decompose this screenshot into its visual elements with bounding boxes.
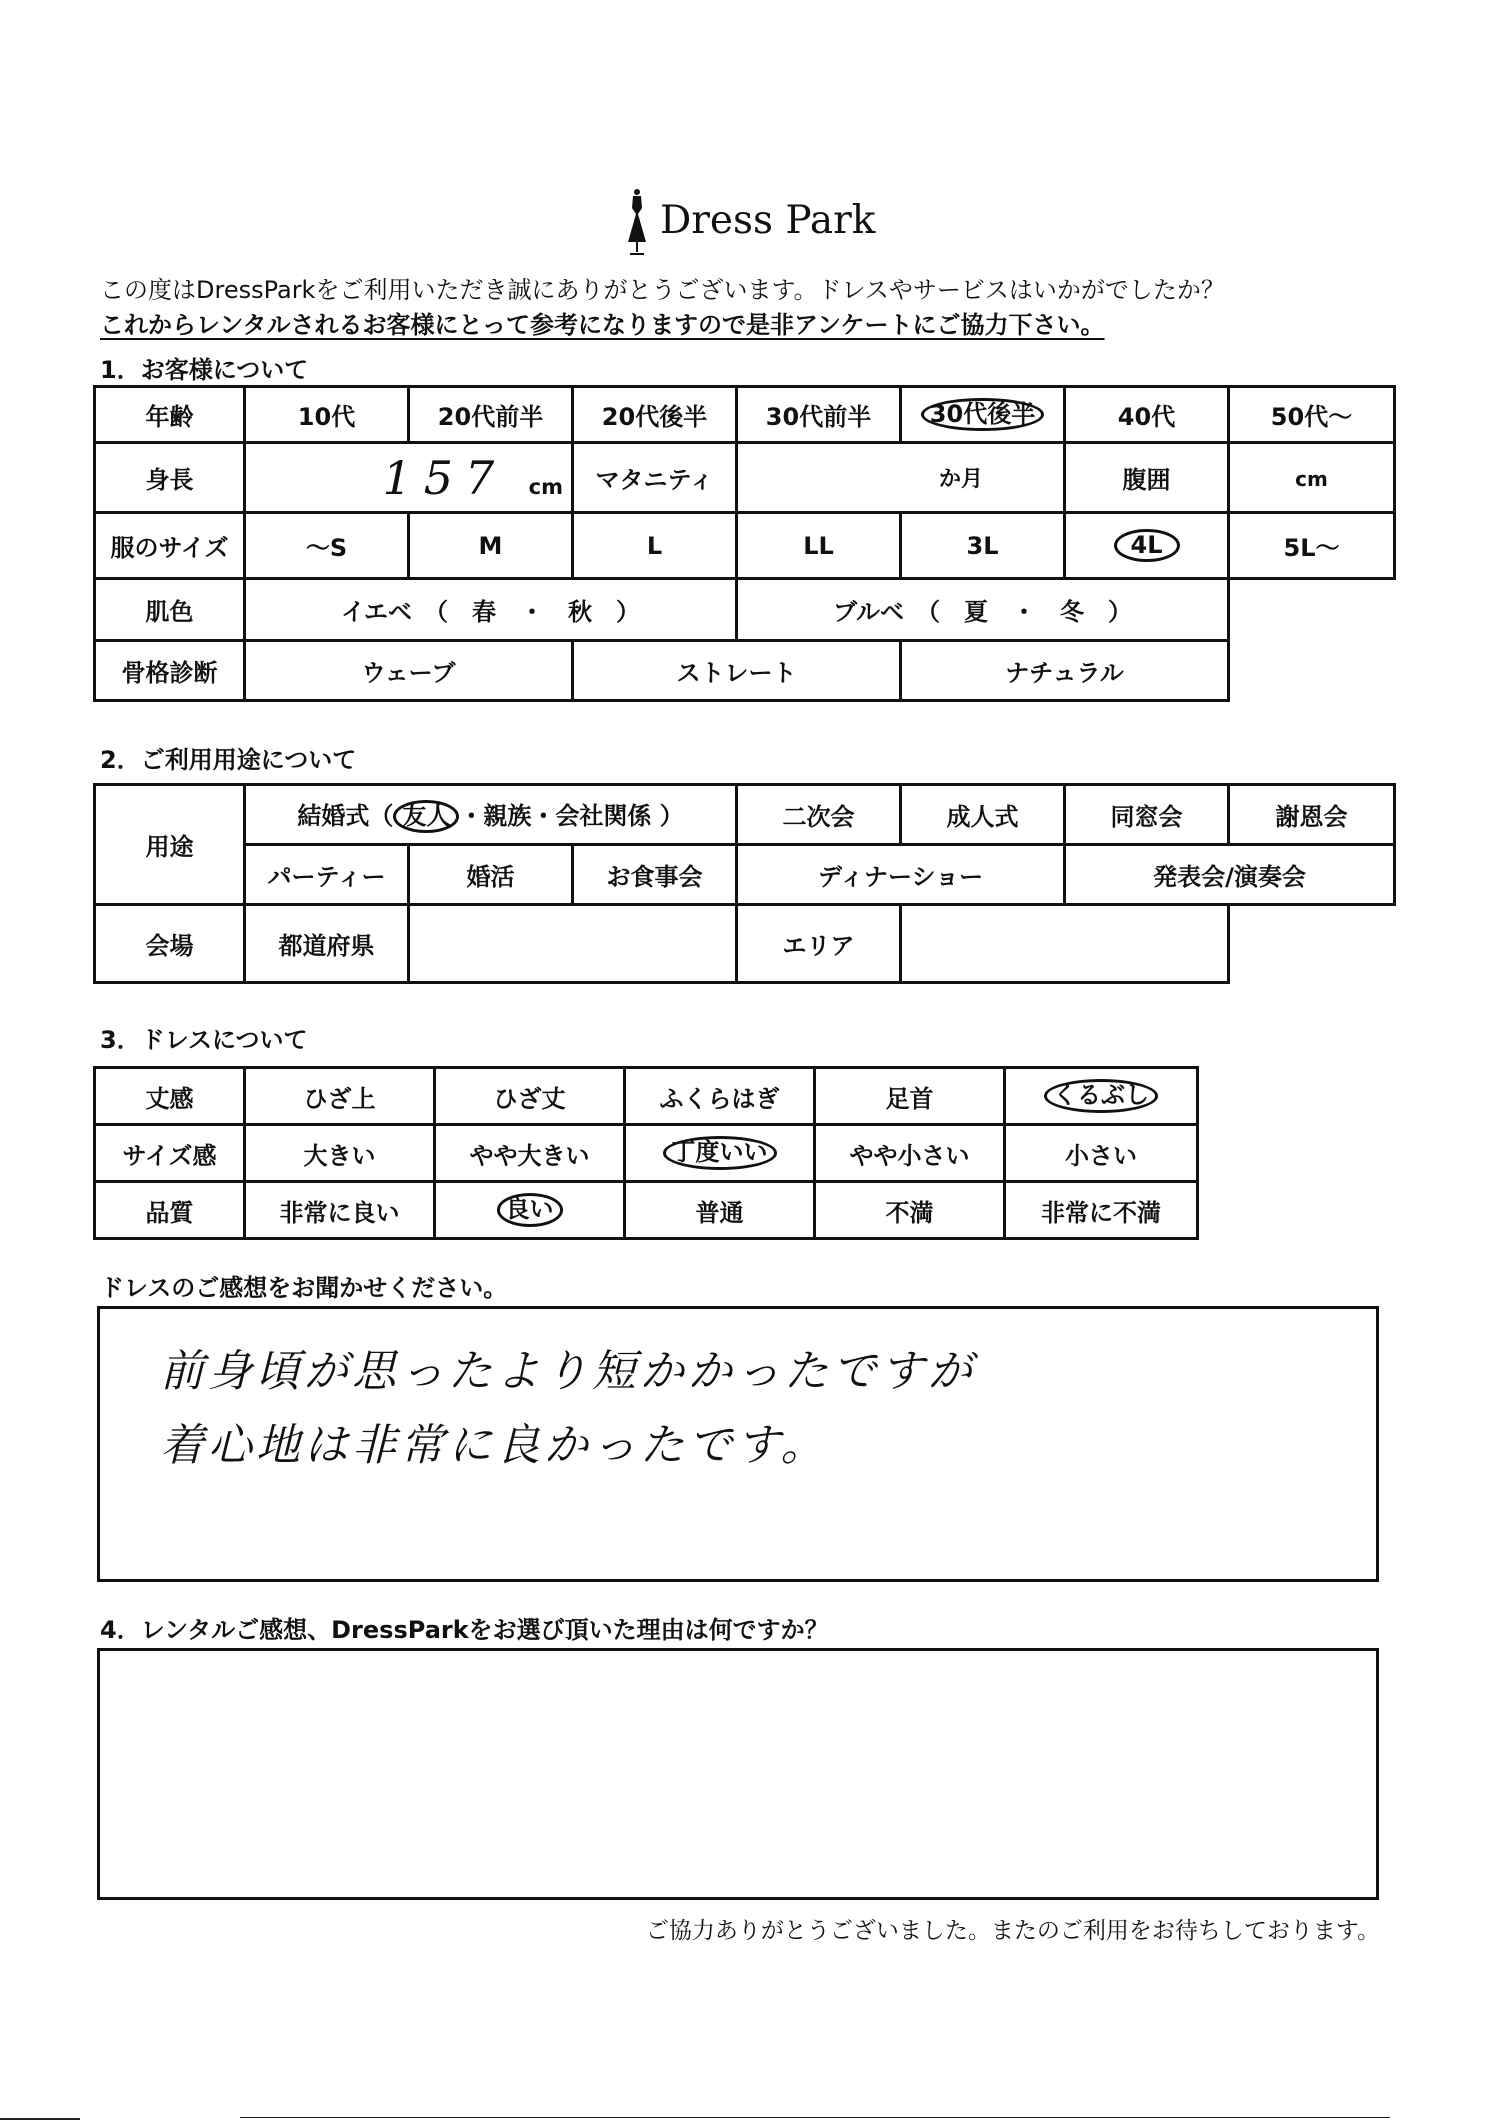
age-option[interactable]: 10代 [245, 387, 409, 443]
usage-row-1 [95, 785, 1395, 845]
age-option[interactable]: 20代後半 [573, 387, 737, 443]
usage-label: 用途 [95, 785, 245, 905]
quality-row [95, 1182, 1198, 1239]
dress-comment-prompt: ドレスのご感想をお聞かせください。 [100, 1274, 508, 1302]
maternity-unit: か月 [938, 467, 983, 492]
usage-option[interactable]: 婚活 [409, 845, 573, 905]
size-option[interactable]: 5L～ [1229, 513, 1395, 579]
usage-wedding[interactable] [245, 785, 737, 845]
usage-table [93, 783, 1396, 984]
dress-table [93, 1066, 1199, 1240]
fit-label: サイズ感 [95, 1125, 245, 1182]
age-option[interactable]: 40代 [1065, 387, 1229, 443]
waist-label: 腹囲 [1065, 443, 1229, 513]
wedding-prefix: 結婚式（ [297, 801, 394, 830]
quality-option[interactable]: 不満 [815, 1182, 1005, 1239]
waist-field[interactable] [1229, 443, 1395, 513]
length-label: 丈感 [95, 1068, 245, 1125]
dress-form-icon [620, 188, 654, 258]
prefecture-field[interactable] [409, 905, 737, 983]
height-row [95, 443, 1395, 513]
fit-option[interactable]: 小さい [1005, 1125, 1198, 1182]
length-option-selected[interactable] [1005, 1068, 1198, 1125]
selection-circle: 友人 [393, 800, 459, 834]
height-unit: cm [528, 474, 563, 499]
usage-option[interactable]: パーティー [245, 845, 409, 905]
length-row [95, 1068, 1198, 1125]
size-row [95, 513, 1395, 579]
length-option[interactable]: ひざ丈 [435, 1068, 625, 1125]
skin-blue[interactable]: ブルベ （ 夏 ・ 冬 ） [737, 579, 1229, 641]
usage-option[interactable]: 謝恩会 [1229, 785, 1395, 845]
length-option[interactable]: ひざ上 [245, 1068, 435, 1125]
frame-option[interactable]: ストレート [573, 641, 901, 701]
skin-row [95, 579, 1395, 641]
wedding-suffix: ・親族・会社関係 ） [459, 801, 684, 830]
maternity-field[interactable] [737, 443, 1065, 513]
frame-row [95, 641, 1395, 701]
height-value: 157 [382, 450, 507, 505]
area-field[interactable] [901, 905, 1229, 983]
comment-line-2: 着心地は非常に良かったです。 [160, 1420, 829, 1471]
venue-label: 会場 [95, 905, 245, 983]
quality-option[interactable]: 非常に不満 [1005, 1182, 1198, 1239]
comment-line-1: 前身頃が思ったより短かかったですが [160, 1346, 976, 1397]
size-label: 服のサイズ [95, 513, 245, 579]
fit-option-selected[interactable] [625, 1125, 815, 1182]
fit-option[interactable]: やや小さい [815, 1125, 1005, 1182]
selection-circle: 4L [1114, 529, 1180, 563]
size-option[interactable]: LL [737, 513, 901, 579]
scan-edge-line [240, 2117, 1390, 2118]
selection-circle: 30代後半 [921, 398, 1044, 432]
maternity-label: マタニティ [573, 443, 737, 513]
age-option[interactable]: 50代～ [1229, 387, 1395, 443]
prefecture-label: 都道府県 [245, 905, 409, 983]
age-option[interactable]: 30代前半 [737, 387, 901, 443]
rental-reason-box[interactable] [97, 1648, 1379, 1900]
thanks-text: ご協力ありがとうございました。またのご利用をお待ちしております。 [645, 1918, 1380, 1944]
frame-option[interactable]: ナチュラル [901, 641, 1229, 701]
size-option-selected[interactable] [1065, 513, 1229, 579]
section-2-title: 2．ご利用用途について [100, 746, 357, 774]
age-option[interactable]: 20代前半 [409, 387, 573, 443]
length-option[interactable]: 足首 [815, 1068, 1005, 1125]
customer-table [93, 385, 1396, 702]
fit-option[interactable]: 大きい [245, 1125, 435, 1182]
waist-unit: cm [1295, 466, 1328, 491]
brand-name: Dress Park [660, 198, 876, 243]
section-1-title: 1．お客様について [100, 356, 309, 384]
intro-line-1: この度はDressParkをご利用いただき誠にありがとうございます。ドレスやサービスはいかがでしたか？ [100, 276, 1225, 304]
skin-yellow[interactable]: イエベ （ 春 ・ 秋 ） [245, 579, 737, 641]
selection-circle: くるぶし [1044, 1079, 1158, 1113]
usage-option[interactable]: 成人式 [901, 785, 1065, 845]
fit-option[interactable]: やや大きい [435, 1125, 625, 1182]
size-option[interactable]: ～S [245, 513, 409, 579]
age-row [95, 387, 1395, 443]
area-label: エリア [737, 905, 901, 983]
usage-option[interactable]: 発表会/演奏会 [1065, 845, 1395, 905]
section-4-title: 4．レンタルご感想、DressParkをお選び頂いた理由は何ですか？ [100, 1616, 829, 1644]
brand-logo [620, 188, 880, 258]
frame-label: 骨格診断 [95, 641, 245, 701]
selection-circle: 丁度いい [663, 1136, 777, 1170]
size-option[interactable]: L [573, 513, 737, 579]
quality-option[interactable]: 普通 [625, 1182, 815, 1239]
usage-row-2 [95, 845, 1395, 905]
venue-row [95, 905, 1395, 983]
skin-label: 肌色 [95, 579, 245, 641]
usage-option[interactable]: お食事会 [573, 845, 737, 905]
quality-label: 品質 [95, 1182, 245, 1239]
usage-option[interactable]: 同窓会 [1065, 785, 1229, 845]
quality-option[interactable]: 非常に良い [245, 1182, 435, 1239]
intro-line-2: これからレンタルされるお客様にとって参考になりますので是非アンケートにご協力下さい。 [100, 311, 1105, 339]
scan-edge-line [0, 2118, 80, 2120]
age-label: 年齢 [95, 387, 245, 443]
length-option[interactable]: ふくらはぎ [625, 1068, 815, 1125]
usage-option[interactable]: 二次会 [737, 785, 901, 845]
frame-option[interactable]: ウェーブ [245, 641, 573, 701]
section-3-title: 3．ドレスについて [100, 1026, 308, 1054]
selection-circle: 良い [497, 1193, 563, 1227]
size-option[interactable]: 3L [901, 513, 1065, 579]
usage-option[interactable]: ディナーショー [737, 845, 1065, 905]
age-option-selected[interactable] [901, 387, 1065, 443]
height-label: 身長 [95, 443, 245, 513]
fit-row [95, 1125, 1198, 1182]
height-field[interactable] [245, 443, 573, 513]
dress-comment-box[interactable] [97, 1306, 1379, 1582]
quality-option-selected[interactable] [435, 1182, 625, 1239]
size-option[interactable]: M [409, 513, 573, 579]
